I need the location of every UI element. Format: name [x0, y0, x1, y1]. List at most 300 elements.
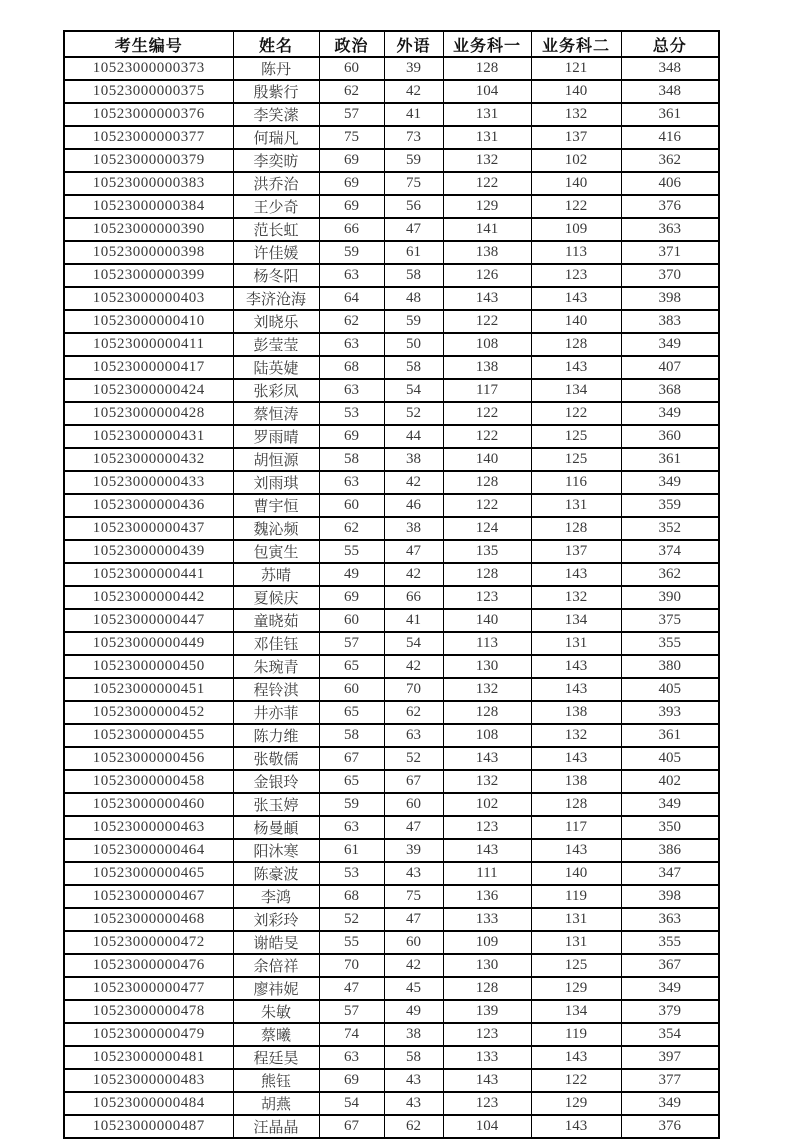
name-cell: 童晓茹	[233, 609, 319, 632]
subject-one-score-cell: 139	[443, 1000, 531, 1023]
politics-score-cell: 53	[319, 402, 384, 425]
table-row	[64, 586, 719, 609]
subject-two-score-cell: 122	[531, 402, 621, 425]
table-header-row	[64, 31, 719, 57]
foreign-language-score-cell: 39	[384, 839, 443, 862]
subject-two-score-cell: 140	[531, 862, 621, 885]
candidate-id-cell: 10523000000464	[64, 839, 233, 862]
politics-score-cell: 60	[319, 494, 384, 517]
name-cell: 李笑潆	[233, 103, 319, 126]
subject-two-score-cell: 132	[531, 724, 621, 747]
candidate-id-cell: 10523000000428	[64, 402, 233, 425]
name-cell: 熊钰	[233, 1069, 319, 1092]
subject-one-score-cell: 108	[443, 333, 531, 356]
foreign-language-score-cell: 62	[384, 701, 443, 724]
name-cell: 彭莹莹	[233, 333, 319, 356]
total-score-cell: 375	[621, 609, 719, 632]
candidate-id-cell: 10523000000465	[64, 862, 233, 885]
total-score-cell: 349	[621, 1092, 719, 1115]
subject-one-score-cell: 128	[443, 57, 531, 80]
politics-score-cell: 59	[319, 241, 384, 264]
table-row	[64, 517, 719, 540]
politics-score-cell: 62	[319, 310, 384, 333]
name-cell: 朱琬青	[233, 655, 319, 678]
name-cell: 李鸿	[233, 885, 319, 908]
subject-two-score-cell: 113	[531, 241, 621, 264]
column-header-total-score: 总分	[621, 31, 719, 57]
candidate-id-cell: 10523000000460	[64, 793, 233, 816]
subject-two-score-cell: 134	[531, 379, 621, 402]
column-header-subject-one-score: 业务科一	[443, 31, 531, 57]
total-score-cell: 406	[621, 172, 719, 195]
subject-one-score-cell: 133	[443, 908, 531, 931]
candidate-id-cell: 10523000000483	[64, 1069, 233, 1092]
subject-two-score-cell: 134	[531, 1000, 621, 1023]
subject-two-score-cell: 140	[531, 80, 621, 103]
candidate-id-cell: 10523000000467	[64, 885, 233, 908]
subject-one-score-cell: 140	[443, 448, 531, 471]
politics-score-cell: 69	[319, 149, 384, 172]
subject-one-score-cell: 123	[443, 586, 531, 609]
subject-two-score-cell: 123	[531, 264, 621, 287]
name-cell: 汪晶晶	[233, 1115, 319, 1138]
politics-score-cell: 70	[319, 954, 384, 977]
foreign-language-score-cell: 54	[384, 379, 443, 402]
subject-one-score-cell: 143	[443, 287, 531, 310]
candidate-id-cell: 10523000000484	[64, 1092, 233, 1115]
total-score-cell: 349	[621, 402, 719, 425]
total-score-cell: 361	[621, 724, 719, 747]
name-cell: 陆英婕	[233, 356, 319, 379]
name-cell: 曹宇恒	[233, 494, 319, 517]
foreign-language-score-cell: 43	[384, 1069, 443, 1092]
subject-one-score-cell: 102	[443, 793, 531, 816]
candidate-id-cell: 10523000000442	[64, 586, 233, 609]
name-cell: 程廷昊	[233, 1046, 319, 1069]
total-score-cell: 398	[621, 287, 719, 310]
total-score-cell: 350	[621, 816, 719, 839]
foreign-language-score-cell: 47	[384, 540, 443, 563]
politics-score-cell: 63	[319, 471, 384, 494]
politics-score-cell: 69	[319, 195, 384, 218]
candidate-id-cell: 10523000000479	[64, 1023, 233, 1046]
candidate-id-cell: 10523000000476	[64, 954, 233, 977]
foreign-language-score-cell: 61	[384, 241, 443, 264]
politics-score-cell: 63	[319, 816, 384, 839]
table-row	[64, 425, 719, 448]
subject-two-score-cell: 128	[531, 517, 621, 540]
score-table	[63, 30, 720, 1139]
table-row	[64, 655, 719, 678]
subject-one-score-cell: 130	[443, 655, 531, 678]
foreign-language-score-cell: 58	[384, 356, 443, 379]
name-cell: 程铃淇	[233, 678, 319, 701]
foreign-language-score-cell: 43	[384, 1092, 443, 1115]
table-row	[64, 195, 719, 218]
total-score-cell: 355	[621, 931, 719, 954]
politics-score-cell: 69	[319, 172, 384, 195]
candidate-id-cell: 10523000000375	[64, 80, 233, 103]
name-cell: 胡恒源	[233, 448, 319, 471]
candidate-id-cell: 10523000000384	[64, 195, 233, 218]
foreign-language-score-cell: 63	[384, 724, 443, 747]
subject-two-score-cell: 137	[531, 126, 621, 149]
name-cell: 陈丹	[233, 57, 319, 80]
candidate-id-cell: 10523000000398	[64, 241, 233, 264]
candidate-id-cell: 10523000000481	[64, 1046, 233, 1069]
politics-score-cell: 67	[319, 1115, 384, 1138]
subject-two-score-cell: 131	[531, 931, 621, 954]
table-row	[64, 310, 719, 333]
subject-two-score-cell: 102	[531, 149, 621, 172]
subject-two-score-cell: 134	[531, 609, 621, 632]
foreign-language-score-cell: 42	[384, 655, 443, 678]
name-cell: 包寅生	[233, 540, 319, 563]
name-cell: 金银玲	[233, 770, 319, 793]
subject-one-score-cell: 123	[443, 1023, 531, 1046]
total-score-cell: 349	[621, 333, 719, 356]
subject-one-score-cell: 109	[443, 931, 531, 954]
name-cell: 范长虹	[233, 218, 319, 241]
total-score-cell: 348	[621, 80, 719, 103]
column-header-subject-two-score: 业务科二	[531, 31, 621, 57]
subject-one-score-cell: 123	[443, 1092, 531, 1115]
table-row	[64, 1046, 719, 1069]
subject-two-score-cell: 137	[531, 540, 621, 563]
total-score-cell: 363	[621, 218, 719, 241]
table-row	[64, 448, 719, 471]
subject-one-score-cell: 122	[443, 402, 531, 425]
name-cell: 余倍祥	[233, 954, 319, 977]
table-row	[64, 747, 719, 770]
table-row	[64, 632, 719, 655]
politics-score-cell: 59	[319, 793, 384, 816]
politics-score-cell: 52	[319, 908, 384, 931]
total-score-cell: 360	[621, 425, 719, 448]
foreign-language-score-cell: 42	[384, 80, 443, 103]
table-row	[64, 977, 719, 1000]
subject-two-score-cell: 132	[531, 586, 621, 609]
foreign-language-score-cell: 44	[384, 425, 443, 448]
name-cell: 罗雨晴	[233, 425, 319, 448]
foreign-language-score-cell: 42	[384, 563, 443, 586]
subject-one-score-cell: 122	[443, 425, 531, 448]
politics-score-cell: 68	[319, 885, 384, 908]
foreign-language-score-cell: 59	[384, 310, 443, 333]
subject-two-score-cell: 129	[531, 977, 621, 1000]
total-score-cell: 361	[621, 448, 719, 471]
subject-one-score-cell: 143	[443, 839, 531, 862]
name-cell: 王少奇	[233, 195, 319, 218]
name-cell: 殷紫行	[233, 80, 319, 103]
candidate-id-cell: 10523000000373	[64, 57, 233, 80]
total-score-cell: 380	[621, 655, 719, 678]
candidate-id-cell: 10523000000431	[64, 425, 233, 448]
politics-score-cell: 68	[319, 356, 384, 379]
foreign-language-score-cell: 60	[384, 931, 443, 954]
politics-score-cell: 60	[319, 57, 384, 80]
candidate-id-cell: 10523000000410	[64, 310, 233, 333]
name-cell: 魏沁频	[233, 517, 319, 540]
total-score-cell: 354	[621, 1023, 719, 1046]
table-row	[64, 126, 719, 149]
politics-score-cell: 62	[319, 517, 384, 540]
candidate-id-cell: 10523000000376	[64, 103, 233, 126]
subject-two-score-cell: 131	[531, 632, 621, 655]
subject-two-score-cell: 140	[531, 172, 621, 195]
subject-two-score-cell: 128	[531, 333, 621, 356]
subject-one-score-cell: 132	[443, 770, 531, 793]
politics-score-cell: 55	[319, 931, 384, 954]
name-cell: 张彩凤	[233, 379, 319, 402]
table-body	[64, 57, 719, 1138]
total-score-cell: 352	[621, 517, 719, 540]
column-header-name: 姓名	[233, 31, 319, 57]
column-header-candidate-id: 考生编号	[64, 31, 233, 57]
subject-one-score-cell: 128	[443, 701, 531, 724]
politics-score-cell: 63	[319, 333, 384, 356]
total-score-cell: 386	[621, 839, 719, 862]
subject-two-score-cell: 143	[531, 1046, 621, 1069]
table-row	[64, 1000, 719, 1023]
candidate-id-cell: 10523000000463	[64, 816, 233, 839]
foreign-language-score-cell: 38	[384, 448, 443, 471]
politics-score-cell: 58	[319, 724, 384, 747]
subject-two-score-cell: 109	[531, 218, 621, 241]
table-row	[64, 80, 719, 103]
subject-two-score-cell: 131	[531, 494, 621, 517]
table-row	[64, 103, 719, 126]
name-cell: 阳沐寒	[233, 839, 319, 862]
subject-two-score-cell: 143	[531, 356, 621, 379]
name-cell: 李奕昉	[233, 149, 319, 172]
name-cell: 陈豪波	[233, 862, 319, 885]
table-row	[64, 908, 719, 931]
subject-two-score-cell: 119	[531, 885, 621, 908]
foreign-language-score-cell: 73	[384, 126, 443, 149]
total-score-cell: 362	[621, 149, 719, 172]
subject-one-score-cell: 141	[443, 218, 531, 241]
subject-one-score-cell: 122	[443, 494, 531, 517]
table-row	[64, 264, 719, 287]
name-cell: 刘晓乐	[233, 310, 319, 333]
subject-one-score-cell: 136	[443, 885, 531, 908]
subject-one-score-cell: 123	[443, 816, 531, 839]
candidate-id-cell: 10523000000390	[64, 218, 233, 241]
foreign-language-score-cell: 50	[384, 333, 443, 356]
total-score-cell: 376	[621, 195, 719, 218]
table-row	[64, 793, 719, 816]
table-row	[64, 241, 719, 264]
total-score-cell: 370	[621, 264, 719, 287]
total-score-cell: 355	[621, 632, 719, 655]
subject-two-score-cell: 132	[531, 103, 621, 126]
subject-two-score-cell: 121	[531, 57, 621, 80]
name-cell: 张敬儒	[233, 747, 319, 770]
candidate-id-cell: 10523000000455	[64, 724, 233, 747]
foreign-language-score-cell: 43	[384, 862, 443, 885]
subject-one-score-cell: 132	[443, 149, 531, 172]
subject-one-score-cell: 126	[443, 264, 531, 287]
candidate-id-cell: 10523000000451	[64, 678, 233, 701]
name-cell: 胡燕	[233, 1092, 319, 1115]
foreign-language-score-cell: 38	[384, 517, 443, 540]
table-row	[64, 218, 719, 241]
subject-two-score-cell: 125	[531, 954, 621, 977]
total-score-cell: 347	[621, 862, 719, 885]
candidate-id-cell: 10523000000441	[64, 563, 233, 586]
foreign-language-score-cell: 41	[384, 609, 443, 632]
politics-score-cell: 57	[319, 632, 384, 655]
subject-two-score-cell: 125	[531, 425, 621, 448]
table-row	[64, 770, 719, 793]
subject-one-score-cell: 108	[443, 724, 531, 747]
table-row	[64, 540, 719, 563]
table-row	[64, 172, 719, 195]
table-row	[64, 839, 719, 862]
subject-two-score-cell: 119	[531, 1023, 621, 1046]
table-row	[64, 1069, 719, 1092]
candidate-id-cell: 10523000000377	[64, 126, 233, 149]
foreign-language-score-cell: 56	[384, 195, 443, 218]
candidate-id-cell: 10523000000472	[64, 931, 233, 954]
subject-two-score-cell: 125	[531, 448, 621, 471]
foreign-language-score-cell: 42	[384, 471, 443, 494]
subject-one-score-cell: 133	[443, 1046, 531, 1069]
subject-one-score-cell: 131	[443, 103, 531, 126]
foreign-language-score-cell: 66	[384, 586, 443, 609]
politics-score-cell: 62	[319, 80, 384, 103]
candidate-id-cell: 10523000000456	[64, 747, 233, 770]
candidate-id-cell: 10523000000417	[64, 356, 233, 379]
total-score-cell: 416	[621, 126, 719, 149]
total-score-cell: 367	[621, 954, 719, 977]
total-score-cell: 393	[621, 701, 719, 724]
table-row	[64, 287, 719, 310]
candidate-id-cell: 10523000000450	[64, 655, 233, 678]
foreign-language-score-cell: 75	[384, 172, 443, 195]
foreign-language-score-cell: 67	[384, 770, 443, 793]
candidate-id-cell: 10523000000452	[64, 701, 233, 724]
politics-score-cell: 63	[319, 264, 384, 287]
politics-score-cell: 58	[319, 448, 384, 471]
total-score-cell: 349	[621, 471, 719, 494]
foreign-language-score-cell: 58	[384, 1046, 443, 1069]
total-score-cell: 348	[621, 57, 719, 80]
politics-score-cell: 53	[319, 862, 384, 885]
subject-one-score-cell: 104	[443, 1115, 531, 1138]
total-score-cell: 361	[621, 103, 719, 126]
foreign-language-score-cell: 52	[384, 747, 443, 770]
name-cell: 杨曼頔	[233, 816, 319, 839]
foreign-language-score-cell: 47	[384, 908, 443, 931]
total-score-cell: 371	[621, 241, 719, 264]
subject-one-score-cell: 138	[443, 356, 531, 379]
table-row	[64, 57, 719, 80]
politics-score-cell: 69	[319, 586, 384, 609]
table-row	[64, 954, 719, 977]
table-row	[64, 609, 719, 632]
politics-score-cell: 47	[319, 977, 384, 1000]
candidate-id-cell: 10523000000424	[64, 379, 233, 402]
subject-two-score-cell: 131	[531, 908, 621, 931]
name-cell: 何瑞凡	[233, 126, 319, 149]
candidate-id-cell: 10523000000437	[64, 517, 233, 540]
candidate-id-cell: 10523000000383	[64, 172, 233, 195]
total-score-cell: 405	[621, 747, 719, 770]
total-score-cell: 390	[621, 586, 719, 609]
foreign-language-score-cell: 59	[384, 149, 443, 172]
politics-score-cell: 65	[319, 770, 384, 793]
total-score-cell: 402	[621, 770, 719, 793]
table-row	[64, 1115, 719, 1138]
foreign-language-score-cell: 75	[384, 885, 443, 908]
foreign-language-score-cell: 54	[384, 632, 443, 655]
politics-score-cell: 55	[319, 540, 384, 563]
subject-two-score-cell: 129	[531, 1092, 621, 1115]
foreign-language-score-cell: 49	[384, 1000, 443, 1023]
candidate-id-cell: 10523000000458	[64, 770, 233, 793]
subject-one-score-cell: 111	[443, 862, 531, 885]
politics-score-cell: 60	[319, 609, 384, 632]
politics-score-cell: 57	[319, 103, 384, 126]
table-row	[64, 494, 719, 517]
subject-two-score-cell: 140	[531, 310, 621, 333]
total-score-cell: 407	[621, 356, 719, 379]
candidate-id-cell: 10523000000439	[64, 540, 233, 563]
name-cell: 陈力维	[233, 724, 319, 747]
subject-two-score-cell: 128	[531, 793, 621, 816]
name-cell: 李济沧海	[233, 287, 319, 310]
politics-score-cell: 65	[319, 701, 384, 724]
subject-one-score-cell: 104	[443, 80, 531, 103]
name-cell: 蔡恒涛	[233, 402, 319, 425]
name-cell: 刘雨琪	[233, 471, 319, 494]
name-cell: 杨冬阳	[233, 264, 319, 287]
name-cell: 刘彩玲	[233, 908, 319, 931]
table-row	[64, 885, 719, 908]
subject-one-score-cell: 113	[443, 632, 531, 655]
politics-score-cell: 60	[319, 678, 384, 701]
candidate-id-cell: 10523000000447	[64, 609, 233, 632]
subject-one-score-cell: 143	[443, 1069, 531, 1092]
foreign-language-score-cell: 39	[384, 57, 443, 80]
table-row	[64, 862, 719, 885]
candidate-id-cell: 10523000000379	[64, 149, 233, 172]
subject-one-score-cell: 131	[443, 126, 531, 149]
politics-score-cell: 69	[319, 1069, 384, 1092]
name-cell: 井亦菲	[233, 701, 319, 724]
subject-one-score-cell: 128	[443, 977, 531, 1000]
subject-one-score-cell: 117	[443, 379, 531, 402]
politics-score-cell: 64	[319, 287, 384, 310]
candidate-id-cell: 10523000000411	[64, 333, 233, 356]
total-score-cell: 379	[621, 1000, 719, 1023]
total-score-cell: 349	[621, 793, 719, 816]
table-row	[64, 724, 719, 747]
politics-score-cell: 54	[319, 1092, 384, 1115]
table-row	[64, 1023, 719, 1046]
foreign-language-score-cell: 52	[384, 402, 443, 425]
subject-two-score-cell: 143	[531, 287, 621, 310]
total-score-cell: 398	[621, 885, 719, 908]
name-cell: 朱敏	[233, 1000, 319, 1023]
total-score-cell: 376	[621, 1115, 719, 1138]
subject-two-score-cell: 143	[531, 1115, 621, 1138]
table-row	[64, 402, 719, 425]
politics-score-cell: 49	[319, 563, 384, 586]
total-score-cell: 374	[621, 540, 719, 563]
